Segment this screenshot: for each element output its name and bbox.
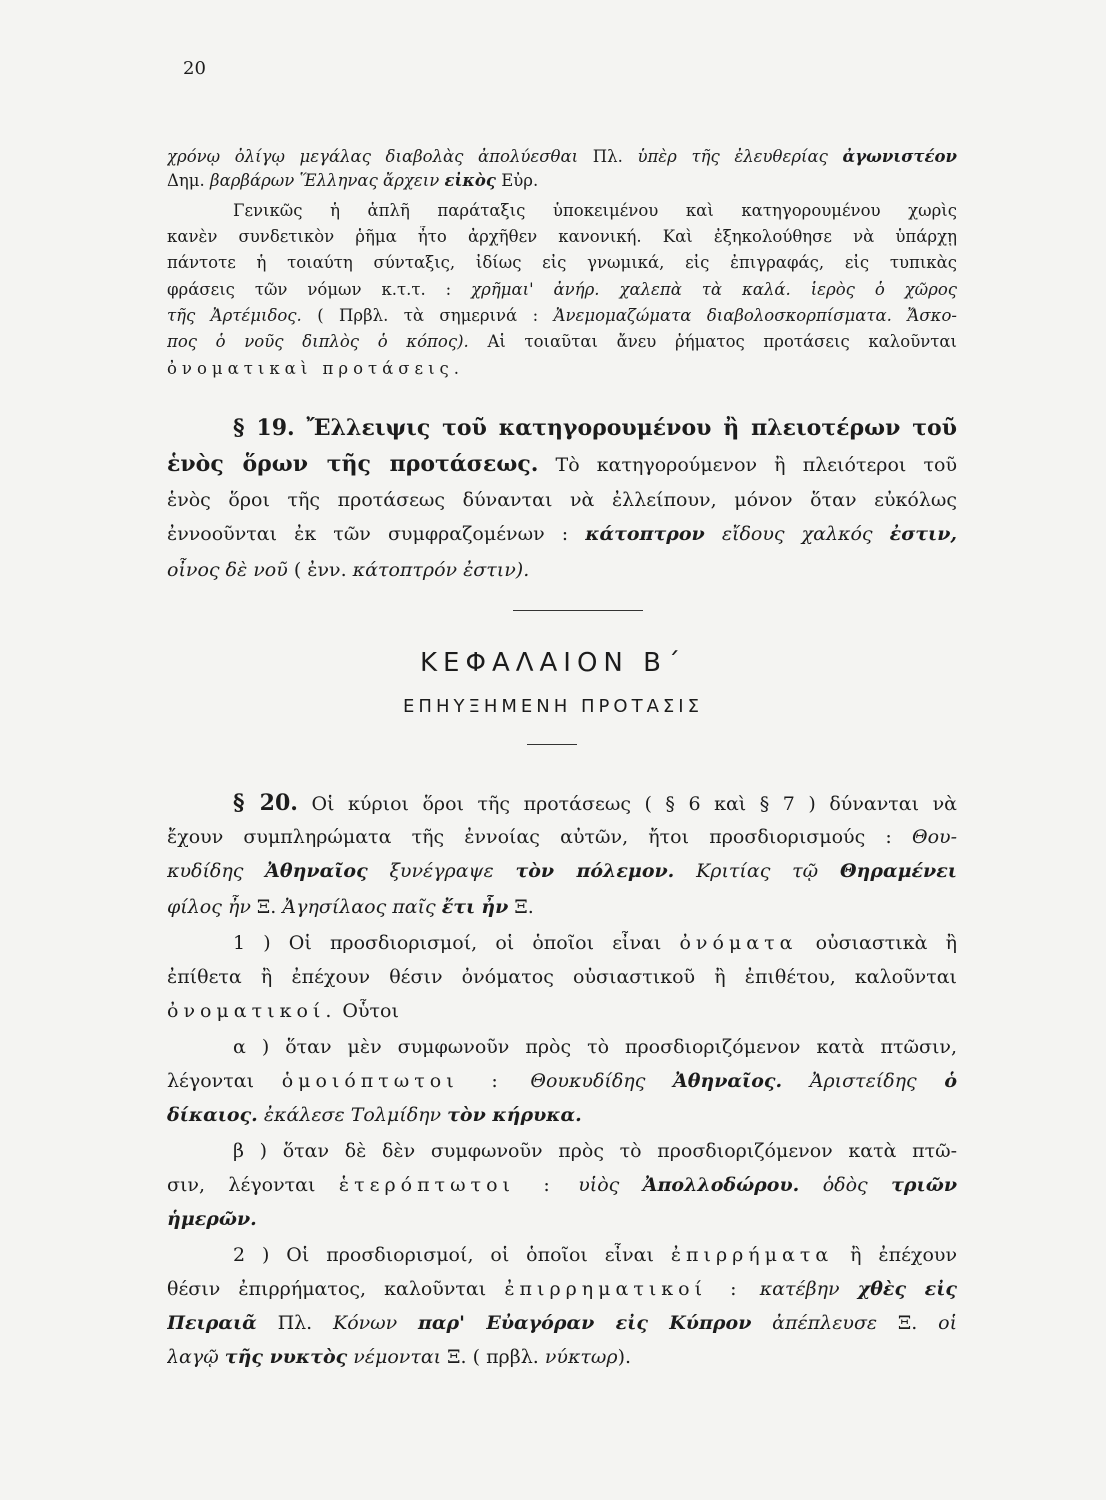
text-line: Δημ. βαρβάρων Ἕλληνας ἄρχειν εἰκὸς Εὐρ.: [167, 171, 539, 190]
text-line: δίκαιος. ἐκάλεσε Τολμίδην τὸν κήρυκα.: [167, 1104, 582, 1126]
text-line: πάντοτε ἡ τοιαύτη σύνταξις, ἰδίως εἰς γνωμικά, εἰς ἐπιγραφάς, εἰς τυπικὰς: [167, 253, 957, 272]
page-number: 20: [183, 58, 206, 79]
chapter-subtitle: ΕΠΗΥΞΗΜΕΝΗ ΠΡΟΤΑΣΙΣ: [403, 696, 703, 717]
text-line: α ) ὅταν μὲν συμφωνοῦν πρὸς τὸ προσδιοριζόμενον κατὰ πτῶσιν,: [233, 1036, 957, 1058]
text-line: ἑνὸς ὅροι τῆς προτάσεως δύνανται νὰ ἐλλείπουν, μόνον ὅταν εὐκόλως: [167, 489, 957, 511]
text-line: οἶνος δὲ νοῦ ( ἐνν. κάτοπτρόν ἐστιν).: [167, 559, 530, 581]
text-line: τῆς Ἀρτέμιδος. ( Πρβλ. τὰ σημερινά : Ἀνεμομαζώματα διαβολοσκορπίσματα. Ἄσκο-: [167, 306, 957, 325]
text-line: φίλος ἦν Ξ. Ἀγησίλαος παῖς ἔτι ἦν Ξ.: [167, 896, 534, 918]
text-line: 1 ) Οἱ προσδιορισμοί, οἱ ὁποῖοι εἶναι ὀνόματα οὐσιαστικὰ ἢ: [233, 932, 957, 954]
text-line: ἐπίθετα ἢ ἐπέχουν θέσιν ὀνόματος οὐσιαστικοῦ ἢ ἐπιθέτου, καλοῦνται: [167, 966, 957, 988]
section-19-heading: § 19. Ἔλλειψις τοῦ κατηγορουμένου ἢ πλειοτέρων τοῦ: [233, 415, 957, 441]
text-line: σιν, λέγονται ἑτερόπτωτοι : υἱὸς Ἀπολλοδώρου. ὁδὸς τριῶν: [167, 1174, 957, 1196]
text-line: θέσιν ἐπιρρήματος, καλοῦνται ἐπιρρηματικοί : κατέβην χθὲς εἰς: [167, 1278, 957, 1300]
text-line: κυδίδης Ἀθηναῖος ξυνέγραψε τὸν πόλεμον. Κριτίας τῷ Θηραμένει: [167, 860, 957, 882]
text-line: ἑνὸς ὅρων τῆς προτάσεως. Τὸ κατηγορούμενον ἢ πλειότεροι τοῦ: [167, 451, 957, 477]
section-20-heading: § 20.: [233, 790, 298, 816]
text-line: ὀνοματικαὶ προτάσεις.: [167, 359, 465, 378]
divider-rule: [513, 610, 643, 611]
text-line: κανὲν συνδετικὸν ῥῆμα ἦτο ἀρχῆθεν κανονική. Καὶ ἐξηκολούθησε νὰ ὑπάρχῃ: [167, 227, 957, 246]
text-line: ἡμερῶν.: [167, 1208, 257, 1230]
chapter-title: ΚΕΦΑΛΑΙΟΝ Β΄: [420, 648, 686, 678]
text-line: Πειραιᾶ Πλ. Κόνων παρ' Εὐαγόραν εἰς Κύπρον ἀπέπλευσε Ξ. οἱ: [167, 1312, 957, 1334]
text-line: 2 ) Οἱ προσδιορισμοί, οἱ ὁποῖοι εἶναι ἐπιρρήματα ἢ ἐπέχουν: [233, 1244, 957, 1266]
text-line: φράσεις τῶν νόμων κ.τ.τ. : χρῆμαι' ἀνήρ. χαλεπὰ τὰ καλά. ἱερὸς ὁ χῶρος: [167, 280, 957, 299]
divider-rule: [527, 744, 577, 745]
text-line: § 20. Οἱ κύριοι ὅροι τῆς προτάσεως ( § 6 καὶ § 7 ) δύνανται νὰ: [233, 790, 957, 816]
text-line: β ) ὅταν δὲ δὲν συμφωνοῦν πρὸς τὸ προσδιοριζόμενον κατὰ πτῶ-: [233, 1140, 957, 1162]
text-line: χρόνῳ ὀλίγῳ μεγάλας διαβολὰς ἀπολύεσθαι Πλ. ὑπὲρ τῆς ἐλευθερίας ἀγωνιστέον: [167, 147, 957, 166]
text-line: πος ὁ νοῦς διπλὸς ὁ κόπος). Αἱ τοιαῦται ἄνευ ῥήματος προτάσεις καλοῦνται: [167, 332, 957, 351]
text-line: ὀνοματικοί. Οὗτοι: [167, 1000, 399, 1022]
text-line: ἐννοοῦνται ἐκ τῶν συμφραζομένων : κάτοπτρον εἴδους χαλκός ἐστιν,: [167, 523, 957, 545]
text-line: λέγονται ὁμοιόπτωτοι : Θουκυδίδης Ἀθηναῖος. Ἀριστείδης ὁ: [167, 1070, 957, 1092]
text-line: Γενικῶς ἡ ἁπλῆ παράταξις ὑποκειμένου καὶ κατηγορουμένου χωρὶς: [233, 201, 957, 220]
text-line: λαγῷ τῆς νυκτὸς νέμονται Ξ. ( πρβλ. νύκτωρ).: [167, 1346, 632, 1368]
text-line: ἔχουν συμπληρώματα τῆς ἐννοίας αὐτῶν, ἤτοι προσδιορισμούς : Θου-: [167, 826, 957, 848]
